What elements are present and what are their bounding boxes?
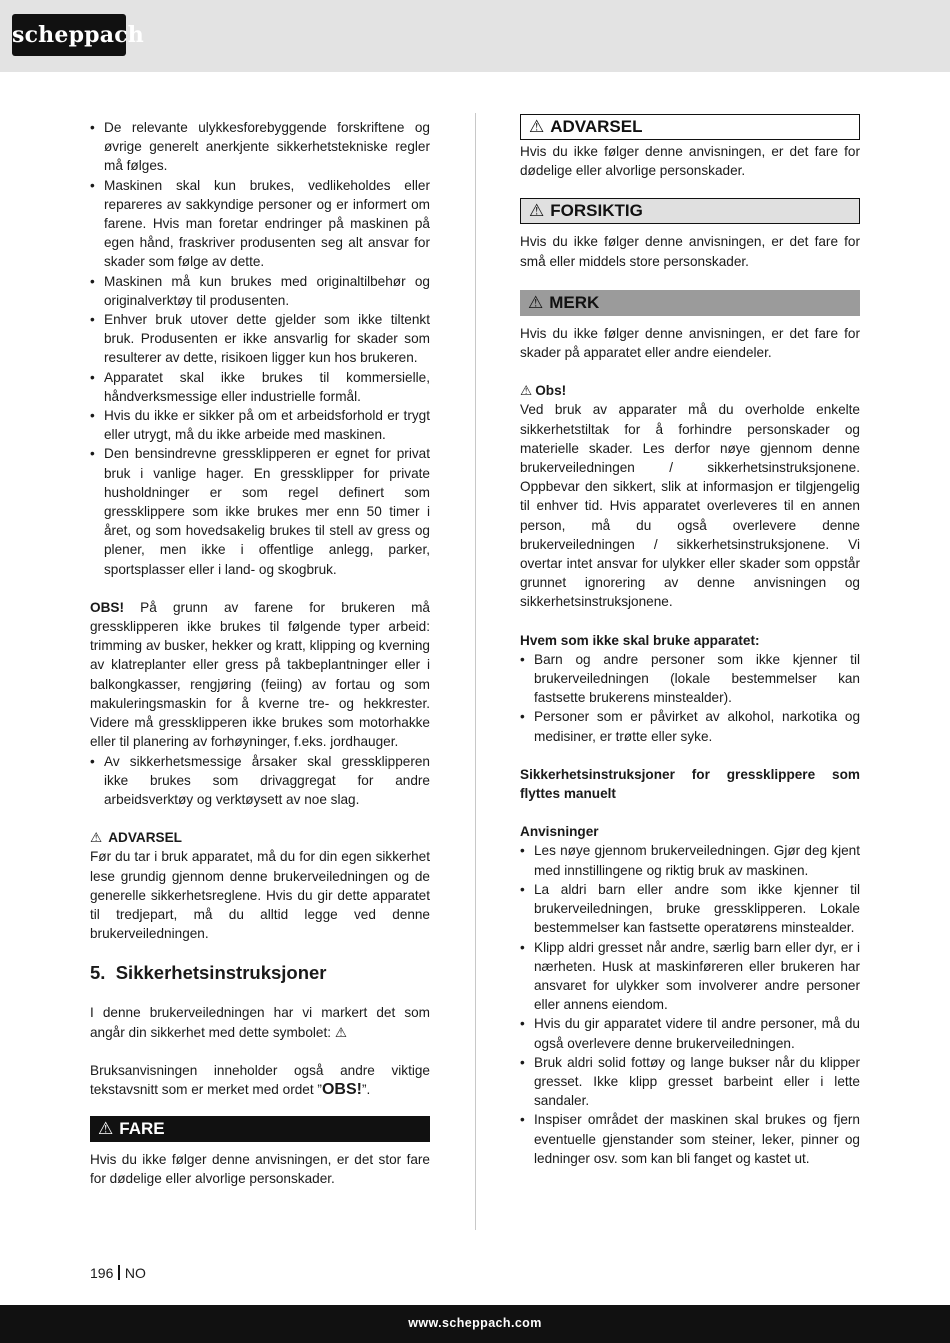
forsiktig-box: ⚠ FORSIKTIG	[520, 198, 860, 224]
advarsel-box: ⚠ ADVARSEL	[520, 114, 860, 140]
page-number: 196 NO	[90, 1265, 146, 1281]
fare-box: ⚠ FARE	[90, 1116, 430, 1142]
list-item: • Apparatet skal ikke brukes til kommersielle, håndverksmessige eller industrielle formål.	[90, 369, 430, 404]
who-list	[520, 650, 860, 746]
list-item: • Personer som er påvirket av alkohol, narkotika og medisiner, er trøtte eller syke.	[520, 709, 860, 744]
manual-paragraph: Bruksanvisningen inneholder også andre viktige tekstavsnitt som er merket med ordet ”OBS!”.	[90, 1062, 430, 1098]
list-item: • De relevante ulykkesforebyggende forskriftene og øvrige generelt anerkjente sikkerhetstekniske regler må følges.	[90, 120, 430, 174]
warning-icon: ⚠	[520, 383, 533, 399]
website-link[interactable]: www.scheppach.com	[408, 1316, 542, 1330]
list-item: • Les nøye gjennom brukerveiledningen. Gjør deg kjent med innstillingene og riktig bruk av maskinen.	[520, 843, 860, 878]
symbol-paragraph: I denne brukerveiledningen har vi markert det som angår din sikkerhet med dette symbolet: ⚠	[90, 1005, 430, 1040]
left-column	[90, 118, 430, 1189]
anvisninger-heading: Anvisninger	[520, 824, 599, 840]
warning-icon: ⚠	[334, 1024, 348, 1040]
warning-icon: ⚠	[528, 292, 544, 312]
obs-heading: ⚠ Obs!	[520, 381, 860, 400]
obs-paragraph: OBS! På grunn av farene for brukeren må gressklipperen ikke brukes til følgende typer arbeid: trimming av busker, hekker og kratt, klipping og kverning av klatreplanter eller gress på takbeplantninger eller i balkongkasser, rengjøring (feiing) av fortau og som makuleringsmaskin for å kverne tre- og hekkrester. Videre må gressklipperen ikke brukes som motorhakke eller til planering av forhøyninger, f.eks. jordhauger.	[90, 599, 430, 750]
list-item: • Inspiser området der maskinen skal brukes og fjern eventuelle gjenstander som steiner, leker, pinner og ledninger osv. som kan bli fanget og kastet ut.	[520, 1112, 860, 1166]
warning-icon: ⚠	[90, 830, 103, 846]
advarsel-description: Hvis du ikke følger denne anvisningen, er det fare for dødelige eller alvorlige personskader.	[520, 144, 860, 179]
merk-box: ⚠ MERK	[520, 290, 860, 316]
header-bar	[0, 0, 950, 72]
warning-icon: ⚠	[98, 1119, 114, 1139]
right-column	[520, 114, 860, 1168]
warning-icon: ⚠	[529, 201, 545, 221]
merk-description: Hvis du ikke følger denne anvisningen, er det fare for skader på apparatet eller andre eiendeler.	[520, 325, 860, 361]
list-item: • Maskinen skal kun brukes, vedlikeholdes eller repareres av sakkyndige personer og er informert om farene. Hvis man foretar endringer på maskinen på egen hånd, fraskriver produsenten seg alt ansvar for skader som følge av dette.	[90, 177, 430, 270]
list-item: • Av sikkerhetsmessige årsaker skal gressklipperen ikke brukes som drivaggregat for andre arbeidsverktøy og verktøysett av noe slag.	[90, 753, 430, 807]
safety-heading: Sikkerhetsinstruksjoner for gressklippere som flyttes manuelt	[520, 766, 860, 802]
footer-bar	[0, 1305, 950, 1343]
forsiktig-description: Hvis du ikke følger denne anvisningen, er det fare for små eller middels store personskader.	[520, 234, 860, 269]
list-item: • Barn og andre personer som ikke kjenner til brukerveiledningen (lokale bestemmelser kan fastsette brukerens minstealder).	[520, 651, 860, 706]
anvisninger-list	[520, 841, 860, 1167]
column-divider	[475, 113, 476, 1230]
who-heading: Hvem som ikke skal bruke apparatet:	[520, 632, 760, 648]
brand-logo: scheppach	[12, 14, 126, 56]
list-item: • Den bensindrevne gressklipperen er egnet for privat bruk i vanlige hager. En gressklipper for private husholdninger er som regel definert som gressklippere som ikke brukes mer enn 50 timer i året, og som hovedsakelig brukes til stell av gress og plener, men ikke i offentlige anlegg, parker, sportsplasser eller i land- og skogbruk.	[90, 446, 430, 577]
bullet-list-general	[90, 118, 430, 579]
fare-paragraph: Hvis du ikke følger denne anvisningen, er det stor fare for dødelige eller alvorlige personskader.	[90, 1152, 430, 1187]
list-item: • Hvis du ikke er sikker på om et arbeidsforhold er trygt eller utrygt, må du ikke arbeide med maskinen.	[90, 408, 430, 443]
advarsel-heading: ⚠ ADVARSEL	[90, 828, 430, 847]
section-heading: 5. Sikkerhetsinstruksjoner	[90, 962, 327, 984]
list-item: • Klipp aldri gresset når andre, særlig barn eller dyr, er i nærheten. Husk at maskinføreren eller brukeren har ansvaret for ulykker som involverer andre personer eller annens eiendom.	[520, 939, 860, 1013]
list-item: • Enhver bruk utover dette gjelder som ikke tiltenkt bruk. Produsenten er ikke ansvarlig for skader som resulterer av dette, risikoen ligger kun hos brukeren.	[90, 312, 430, 366]
bullet-list-obs	[90, 752, 430, 810]
warning-icon: ⚠	[529, 117, 545, 136]
list-item: • Maskinen må kun brukes med originaltilbehør og originalverktøy til produsenten.	[90, 273, 430, 308]
obs-paragraph: Ved bruk av apparater må du overholde enkelte sikkerhetstiltak for å forhindre personskader og materielle skader. Les derfor nøye gjennom denne brukerveiledningen / sikkerhetsinstruksjonene. Oppbevar den sikkert, slik at informasjon er tilgjengelig til enhver tid. Hvis apparatet overleveres til en annen person, må du også overlevere denne brukerveiledningen / sikkerhetsinstruksjonene. Vi overtar intet ansvar for ulykker eller skader som oppstår grunnet ignorering av denne anvisningen og sikkerhetsinstruksjonene.	[520, 402, 860, 610]
list-item: • La aldri barn eller andre som ikke kjenner til brukerveiledningen, bruke gressklipperen. Lokale bestemmelser kan fastsette operatørens minstealder.	[520, 881, 860, 936]
list-item: • Bruk aldri solid fottøy og lange bukser når du klipper gresset. Ikke klipp gresset barbeint eller i lette sandaler.	[520, 1054, 860, 1109]
advarsel-paragraph: Før du tar i bruk apparatet, må du for din egen sikkerhet lese grundig gjennom denne brukerveiledningen og de generelle sikkerhetsreglene. Hvis du gir dette apparatet til tredjepart, må du alltid legge ved denne brukerveiledningen.	[90, 849, 430, 942]
list-item: • Hvis du gir apparatet videre til andre personer, må du også overlevere denne brukerveiledningen.	[520, 1016, 860, 1051]
